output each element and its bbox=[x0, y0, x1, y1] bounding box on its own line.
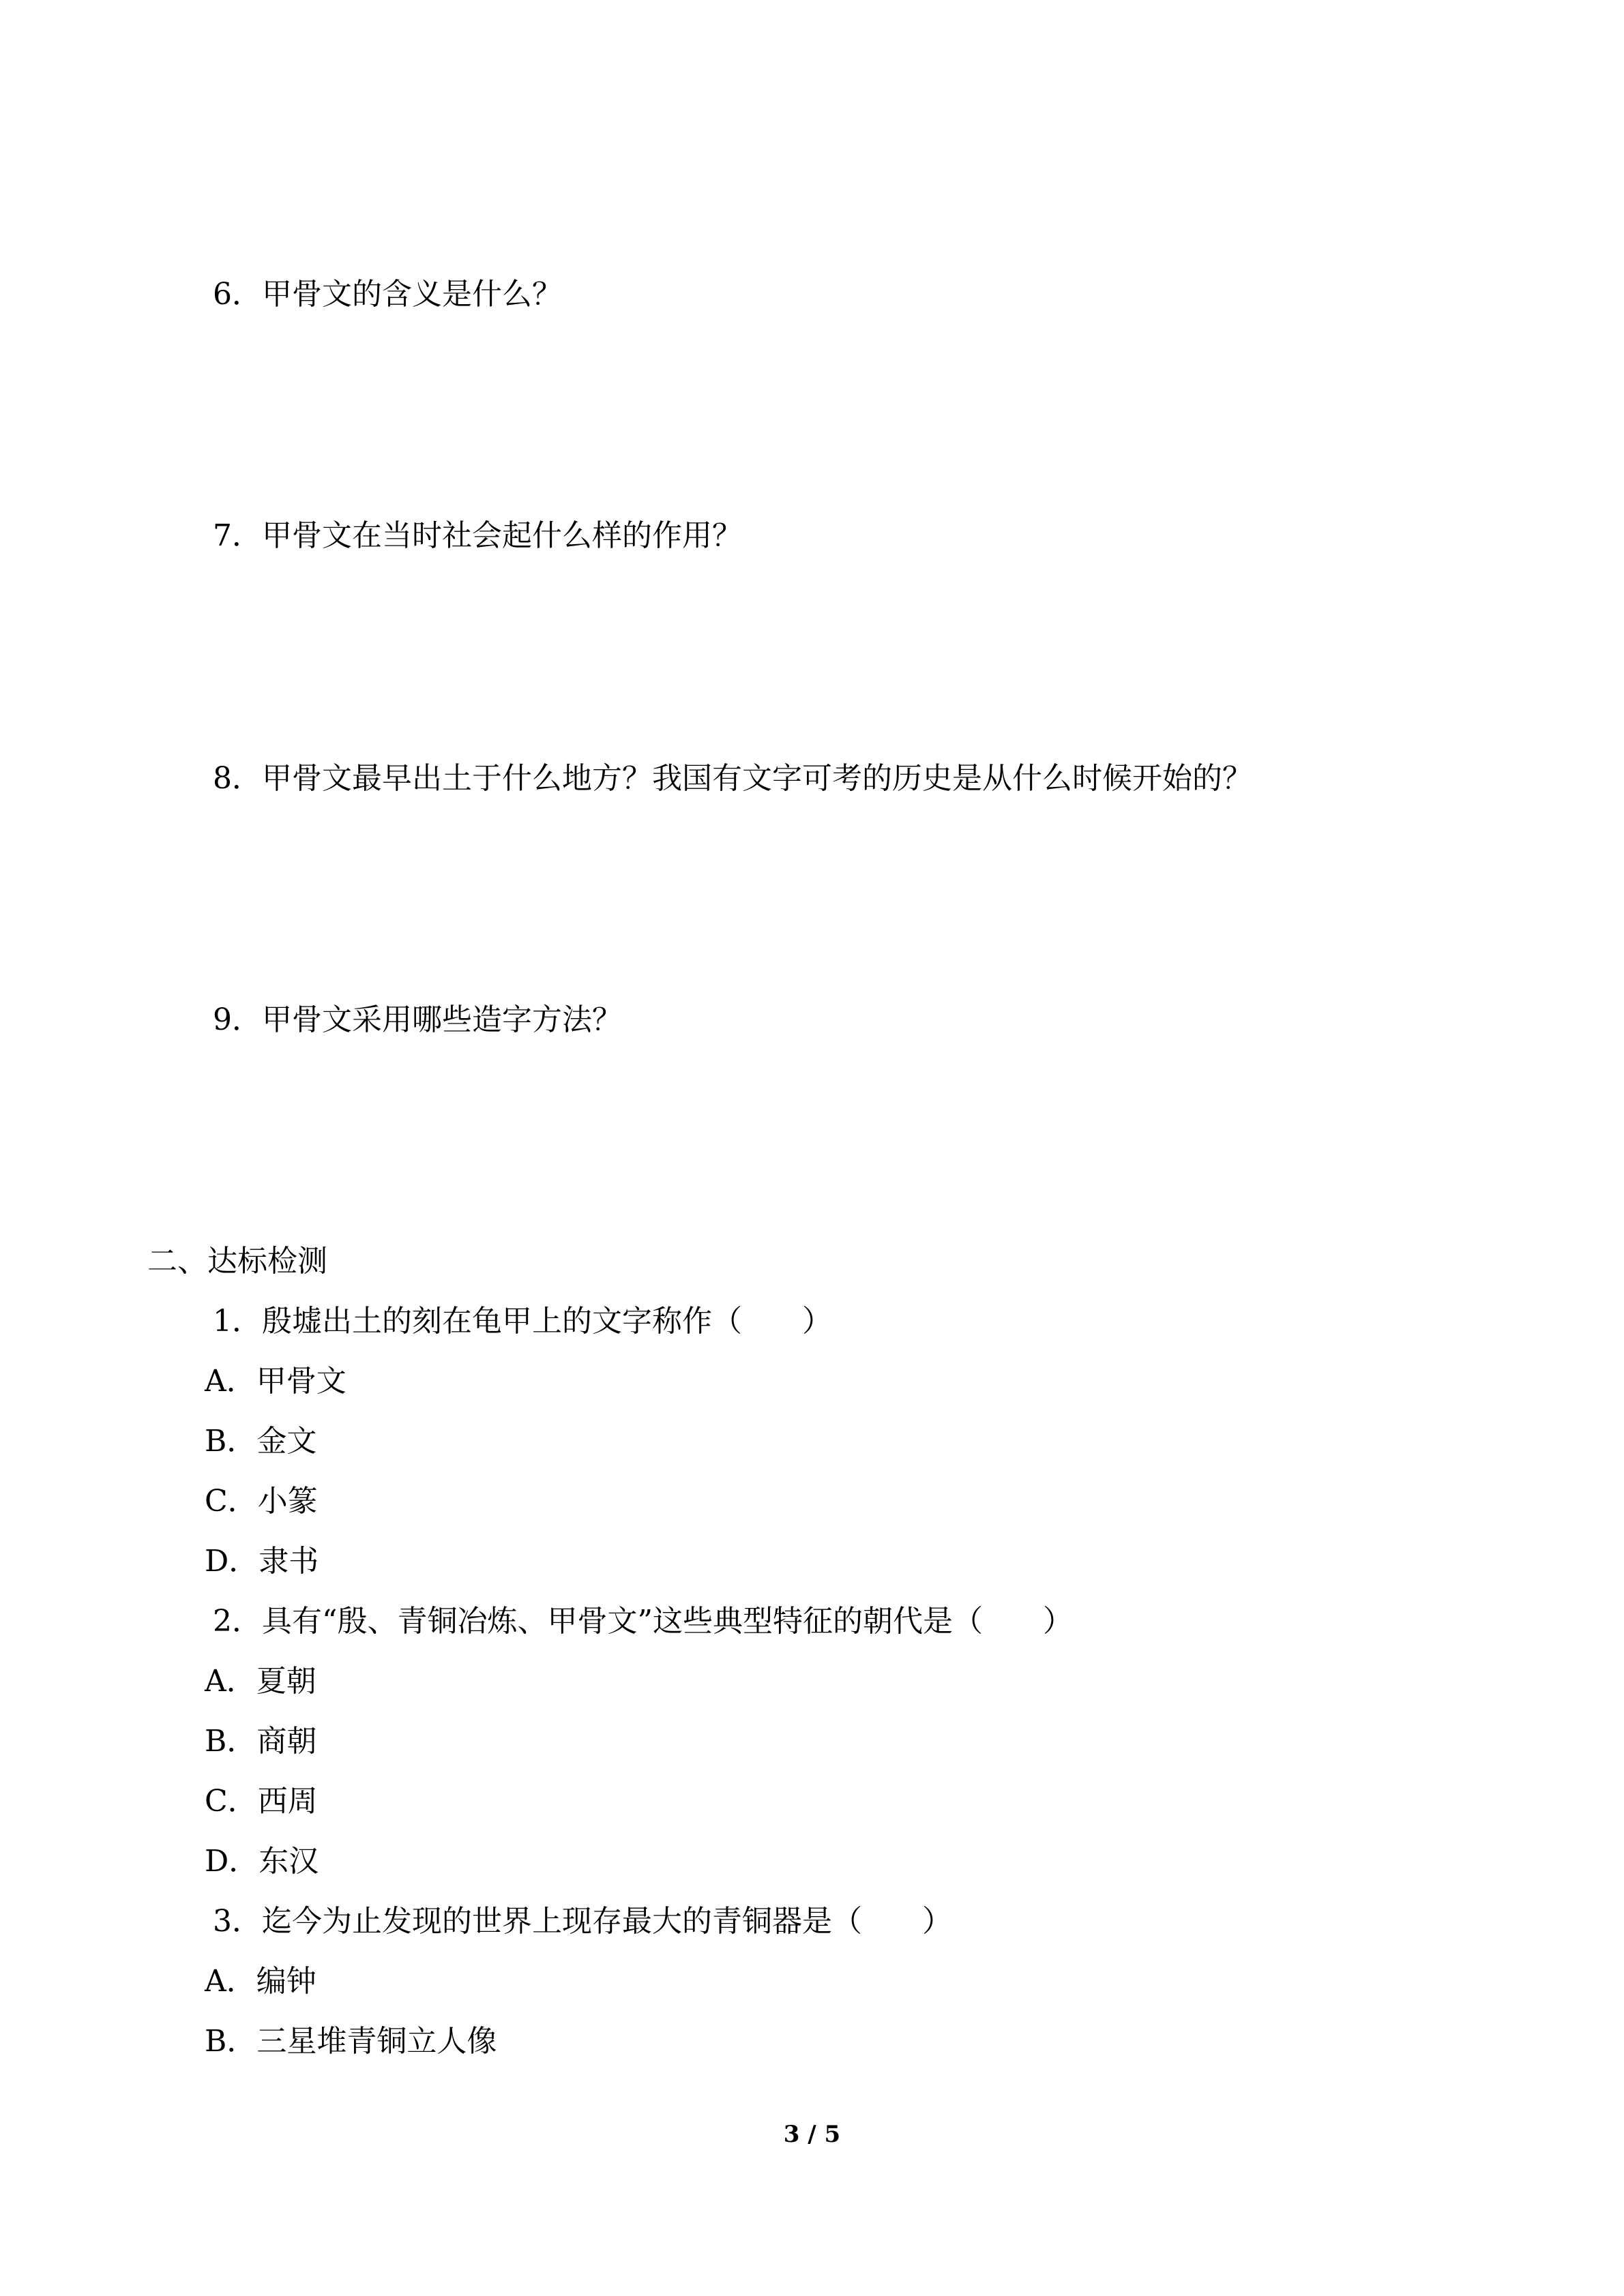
choice-question-3-stem: 3．迄今为止发现的世界上现存最大的青铜器是（ ） bbox=[213, 1904, 952, 1939]
choice-question-1-option-a: A．甲骨文 bbox=[205, 1364, 346, 1399]
question-7: 7．甲骨文在当时社会起什么样的作用？ bbox=[213, 518, 742, 553]
choice-question-2-option-c: C．西周 bbox=[205, 1784, 318, 1819]
choice-question-1-option-c: C．小篆 bbox=[205, 1484, 318, 1519]
choice-question-2-option-d: D．东汉 bbox=[205, 1844, 319, 1879]
choice-question-1-option-d: D．隶书 bbox=[205, 1544, 319, 1579]
question-9: 9．甲骨文采用哪些造字方法？ bbox=[213, 1002, 622, 1037]
choice-question-3-option-a: A．编钟 bbox=[205, 1964, 316, 1999]
question-6: 6．甲骨文的含义是什么？ bbox=[213, 277, 562, 312]
page-number: 3 / 5 bbox=[783, 2121, 841, 2148]
choice-question-3-option-b: B．三星堆青铜立人像 bbox=[205, 2024, 497, 2059]
question-8: 8．甲骨文最早出土于什么地方？我国有文字可考的历史是从什么时候开始的？ bbox=[213, 761, 1252, 796]
choice-question-2-option-a: A．夏朝 bbox=[205, 1664, 316, 1699]
choice-question-2-stem: 2．具有“殷、青铜冶炼、甲骨文”这些典型特征的朝代是（ ） bbox=[213, 1604, 1073, 1639]
choice-question-1-stem: 1．殷墟出土的刻在龟甲上的文字称作（ ） bbox=[213, 1304, 832, 1339]
choice-question-1-option-b: B．金文 bbox=[205, 1424, 317, 1459]
choice-question-2-option-b: B．商朝 bbox=[205, 1724, 317, 1759]
section-title: 二、达标检测 bbox=[147, 1244, 327, 1279]
